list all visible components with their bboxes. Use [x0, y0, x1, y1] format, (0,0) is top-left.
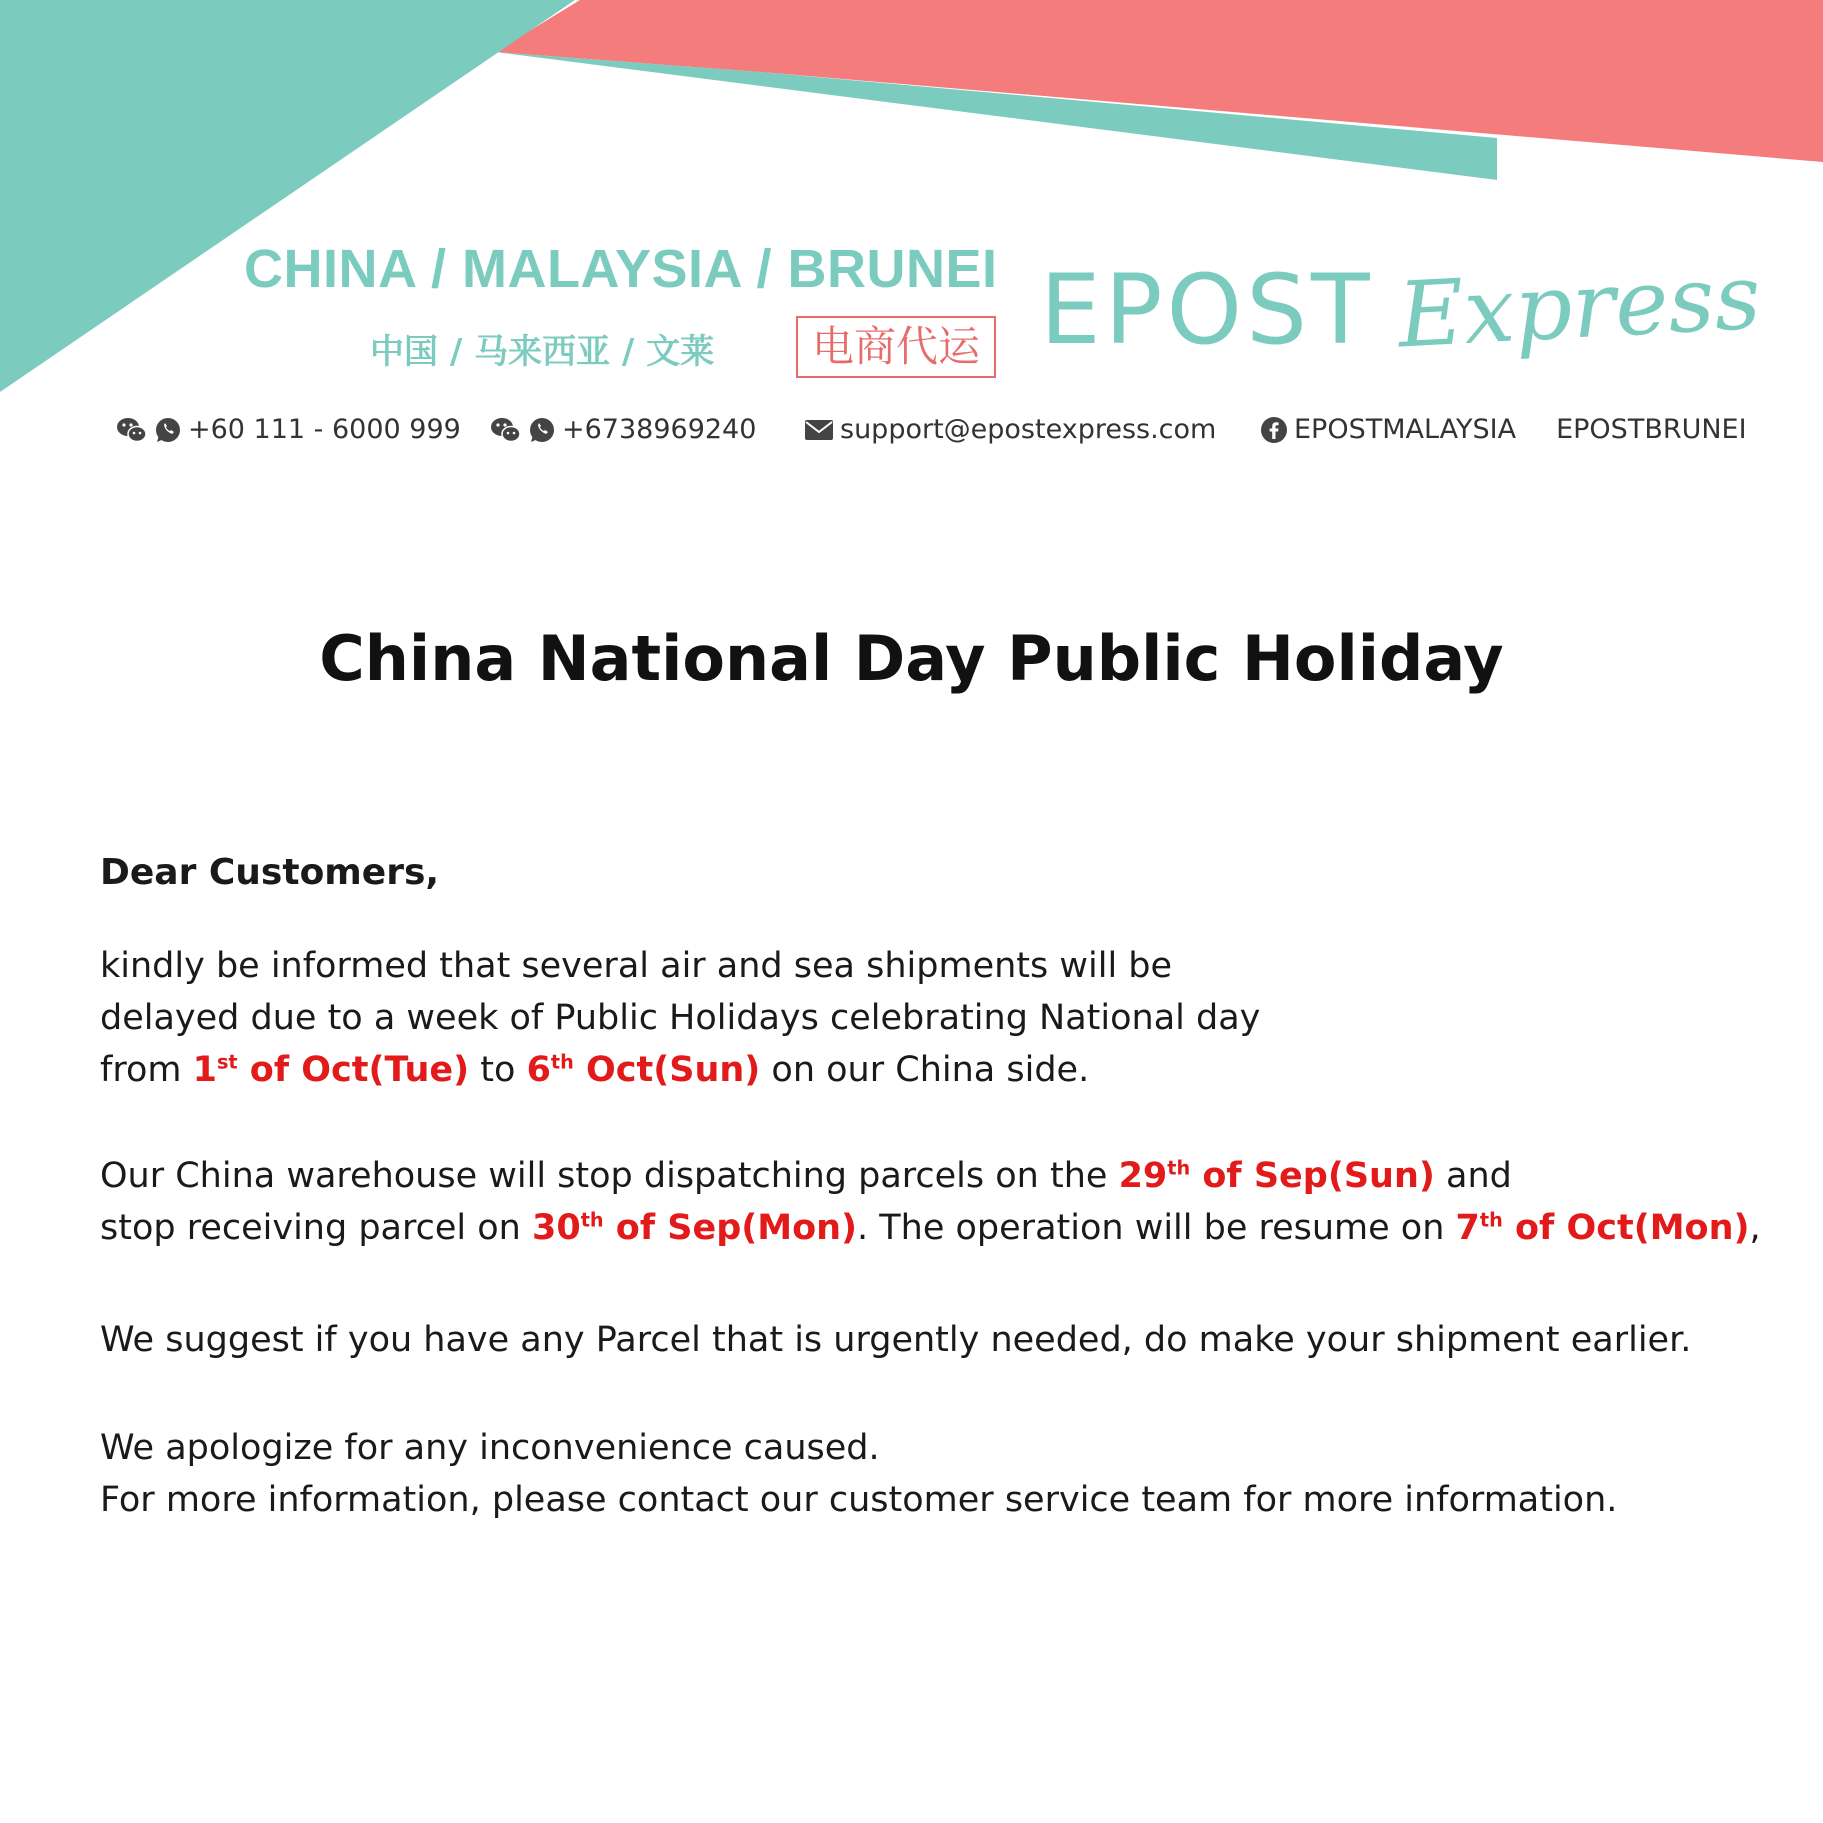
paragraph-warehouse-schedule	[100, 1150, 1761, 1254]
holiday-end-date: 6th Oct(Sun)	[526, 1050, 761, 1090]
wechat-icon	[490, 416, 522, 444]
p4-line2: For more information, please contact our customer service team for more information.	[100, 1480, 1618, 1520]
paragraph-delay-notice	[100, 940, 1260, 1096]
text-segment: to	[469, 1050, 527, 1090]
p2-line1	[100, 1150, 1761, 1202]
holiday-start-date: 1st of Oct(Tue)	[192, 1050, 470, 1090]
p2-line2	[100, 1202, 1761, 1254]
facebook-icon	[1260, 416, 1288, 444]
coral-stripe	[495, 0, 1823, 162]
text-segment: from	[100, 1050, 193, 1090]
regions-heading-cn: 中国 / 马来西亚 / 文莱	[370, 332, 715, 372]
p1-line2: delayed due to a week of Public Holidays celebrating National day	[100, 998, 1261, 1038]
greeting: Dear Customers,	[100, 852, 440, 893]
text-segment: on our China side.	[760, 1050, 1090, 1090]
notice-title: China National Day Public Holiday	[319, 622, 1504, 695]
whatsapp-icon	[154, 416, 182, 444]
wechat-icon	[116, 416, 148, 444]
phone-malaysia-text[interactable]: +60 111 - 6000 999	[188, 414, 461, 445]
brand-logo-main: EPOST	[1040, 254, 1374, 366]
p4-line1: We apologize for any inconvenience caused.	[100, 1428, 880, 1468]
paragraph-apology	[100, 1422, 1617, 1526]
p1-line3	[100, 1044, 1260, 1096]
paragraph-suggestion: We suggest if you have any Parcel that is urgently needed, do make your shipment earlier.	[100, 1320, 1692, 1360]
text-segment: and	[1434, 1156, 1512, 1196]
mail-icon	[804, 419, 834, 441]
contact-facebook	[1260, 414, 1747, 445]
resume-date: 7th of Oct(Mon)	[1455, 1208, 1750, 1248]
facebook-brunei-link[interactable]: EPOSTBRUNEI	[1556, 414, 1747, 445]
facebook-malaysia-link[interactable]: EPOSTMALAYSIA	[1294, 414, 1517, 445]
contact-phone-malaysia	[116, 414, 461, 445]
text-segment: . The operation will be resume on	[857, 1208, 1456, 1248]
contact-phone-brunei	[490, 414, 756, 445]
service-seal: 电商代运	[796, 316, 996, 378]
text-segment: Our China warehouse will stop dispatching parcels on the	[100, 1156, 1119, 1196]
stop-dispatch-date: 29th of Sep(Sun)	[1118, 1156, 1435, 1196]
regions-heading: CHINA / MALAYSIA / BRUNEI	[244, 239, 998, 299]
p1-line1: kindly be informed that several air and sea shipments will be	[100, 946, 1173, 986]
text-segment: ,	[1749, 1208, 1761, 1248]
contact-email	[804, 414, 1216, 445]
phone-brunei-text[interactable]: +6738969240	[562, 414, 757, 445]
stop-receiving-date: 30th of Sep(Mon)	[531, 1208, 858, 1248]
email-link[interactable]: support@epostexpress.com	[840, 414, 1217, 445]
text-segment: stop receiving parcel on	[100, 1208, 532, 1248]
whatsapp-icon	[528, 416, 556, 444]
brand-logo-script: Express	[1395, 244, 1764, 369]
